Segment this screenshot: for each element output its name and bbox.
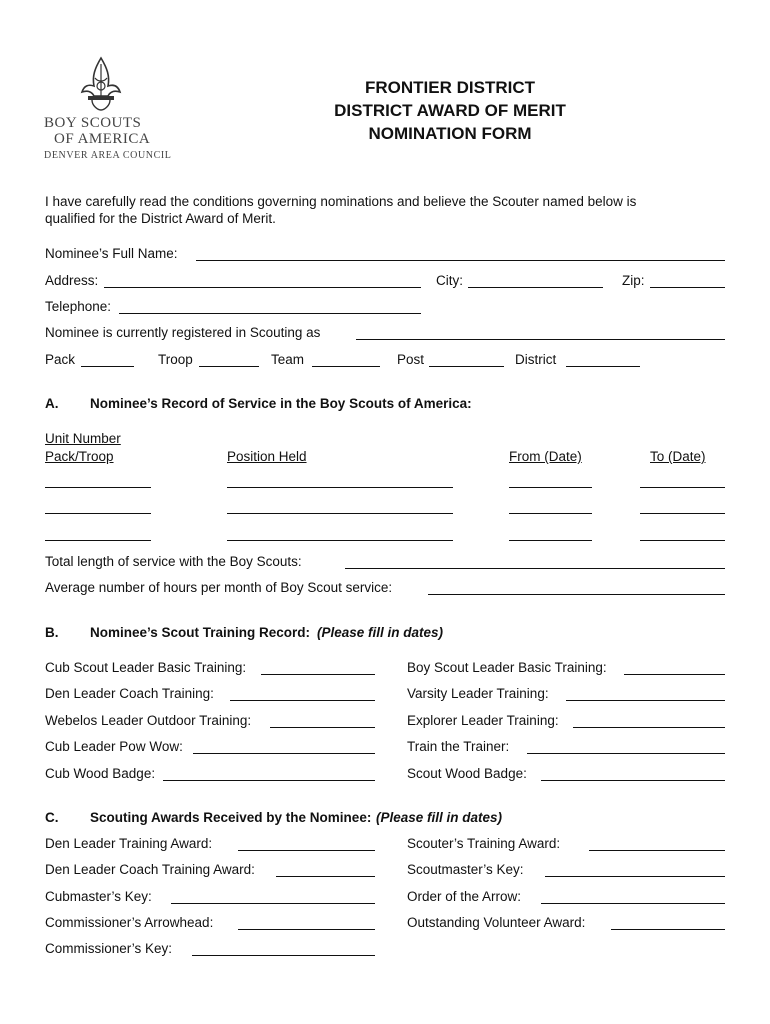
fleur-de-lis-icon <box>78 56 124 112</box>
award-field[interactable] <box>238 850 375 851</box>
to-field-3[interactable] <box>640 540 725 541</box>
training-label: Varsity Leader Training: <box>407 686 549 701</box>
average-hours-field[interactable] <box>428 594 725 595</box>
col-to: To (Date) <box>650 449 706 464</box>
training-label: Den Leader Coach Training: <box>45 686 214 701</box>
section-a-title: Nominee’s Record of Service in the Boy Scouts of America: <box>90 396 472 411</box>
award-field[interactable] <box>589 850 725 851</box>
zip-label: Zip: <box>622 273 645 288</box>
from-field-2[interactable] <box>509 513 592 514</box>
post-field[interactable] <box>429 366 504 367</box>
team-label: Team <box>271 352 305 367</box>
training-field[interactable] <box>270 727 375 728</box>
col-unit-line2: Pack/Troop <box>45 449 114 464</box>
address-field[interactable] <box>104 287 421 288</box>
training-field[interactable] <box>193 753 375 754</box>
zip-field[interactable] <box>650 287 725 288</box>
training-field[interactable] <box>527 753 725 754</box>
intro-line1: I have carefully read the conditions governing nominations and believe the Scouter named below is <box>45 194 637 209</box>
average-hours-label: Average number of hours per month of Boy Scout service: <box>45 580 393 595</box>
training-field[interactable] <box>163 780 375 781</box>
training-label: Train the Trainer: <box>407 739 510 754</box>
training-field[interactable] <box>566 700 725 701</box>
position-field-1[interactable] <box>227 487 453 488</box>
total-service-field[interactable] <box>345 568 725 569</box>
section-a-letter: A. <box>45 396 59 411</box>
training-field[interactable] <box>541 780 725 781</box>
award-label: Commissioner’s Key: <box>45 941 173 956</box>
section-c-letter: C. <box>45 810 59 825</box>
from-field-3[interactable] <box>509 540 592 541</box>
pack-label: Pack <box>45 352 76 367</box>
training-field[interactable] <box>261 674 375 675</box>
position-field-3[interactable] <box>227 540 453 541</box>
training-field[interactable] <box>573 727 725 728</box>
award-field[interactable] <box>541 903 725 904</box>
training-label: Explorer Leader Training: <box>407 713 559 728</box>
award-label: Commissioner’s Arrowhead: <box>45 915 214 930</box>
section-c-note: (Please fill in dates) <box>376 810 503 825</box>
training-label: Scout Wood Badge: <box>407 766 527 781</box>
intro-line2: qualified for the District Award of Merit. <box>45 211 276 226</box>
award-field[interactable] <box>611 929 725 930</box>
full-name-label: Nominee’s Full Name: <box>45 246 178 261</box>
telephone-field[interactable] <box>119 313 421 314</box>
troop-label: Troop <box>158 352 193 367</box>
award-label: Order of the Arrow: <box>407 889 522 904</box>
from-field-1[interactable] <box>509 487 592 488</box>
col-from: From (Date) <box>509 449 582 464</box>
unit-field-3[interactable] <box>45 540 151 541</box>
address-label: Address: <box>45 273 99 288</box>
training-label: Cub Scout Leader Basic Training: <box>45 660 247 675</box>
award-label: Scoutmaster’s Key: <box>407 862 524 877</box>
training-label: Cub Leader Pow Wow: <box>45 739 183 754</box>
training-field[interactable] <box>230 700 375 701</box>
unit-field-1[interactable] <box>45 487 151 488</box>
section-b-letter: B. <box>45 625 59 640</box>
award-field[interactable] <box>276 876 375 877</box>
award-label: Outstanding Volunteer Award: <box>407 915 586 930</box>
pack-field[interactable] <box>81 366 134 367</box>
to-field-1[interactable] <box>640 487 725 488</box>
col-unit-line1: Unit Number <box>45 431 121 446</box>
city-label: City: <box>436 273 463 288</box>
section-c-title: Scouting Awards Received by the Nominee: <box>90 810 372 825</box>
header-line3: NOMINATION FORM <box>368 124 532 143</box>
post-label: Post <box>397 352 425 367</box>
district-field[interactable] <box>566 366 640 367</box>
training-field[interactable] <box>624 674 725 675</box>
telephone-label: Telephone: <box>45 299 112 314</box>
training-label: Cub Wood Badge: <box>45 766 156 781</box>
registered-label: Nominee is currently registered in Scouting as <box>45 325 321 340</box>
district-label: District <box>515 352 557 367</box>
training-label: Boy Scout Leader Basic Training: <box>407 660 607 675</box>
header-line2: DISTRICT AWARD OF MERIT <box>334 101 566 120</box>
registered-field[interactable] <box>356 339 725 340</box>
training-label: Webelos Leader Outdoor Training: <box>45 713 252 728</box>
award-label: Cubmaster’s Key: <box>45 889 152 904</box>
award-field[interactable] <box>545 876 725 877</box>
award-field[interactable] <box>238 929 375 930</box>
award-field[interactable] <box>171 903 375 904</box>
section-b-title: Nominee’s Scout Training Record: <box>90 625 311 640</box>
total-service-label: Total length of service with the Boy Scouts: <box>45 554 302 569</box>
col-position: Position Held <box>227 449 307 464</box>
award-label: Den Leader Training Award: <box>45 836 213 851</box>
logo-org-line2: OF AMERICA <box>54 131 151 147</box>
team-field[interactable] <box>312 366 380 367</box>
logo-org-line1: BOY SCOUTS <box>44 115 142 131</box>
logo-council: DENVER AREA COUNCIL <box>44 150 172 161</box>
award-label: Den Leader Coach Training Award: <box>45 862 255 877</box>
unit-field-2[interactable] <box>45 513 151 514</box>
full-name-field[interactable] <box>196 260 725 261</box>
position-field-2[interactable] <box>227 513 453 514</box>
to-field-2[interactable] <box>640 513 725 514</box>
award-label: Scouter’s Training Award: <box>407 836 561 851</box>
city-field[interactable] <box>468 287 603 288</box>
troop-field[interactable] <box>199 366 259 367</box>
section-b-note: (Please fill in dates) <box>317 625 444 640</box>
header-line1: FRONTIER DISTRICT <box>365 78 535 97</box>
award-field[interactable] <box>192 955 375 956</box>
